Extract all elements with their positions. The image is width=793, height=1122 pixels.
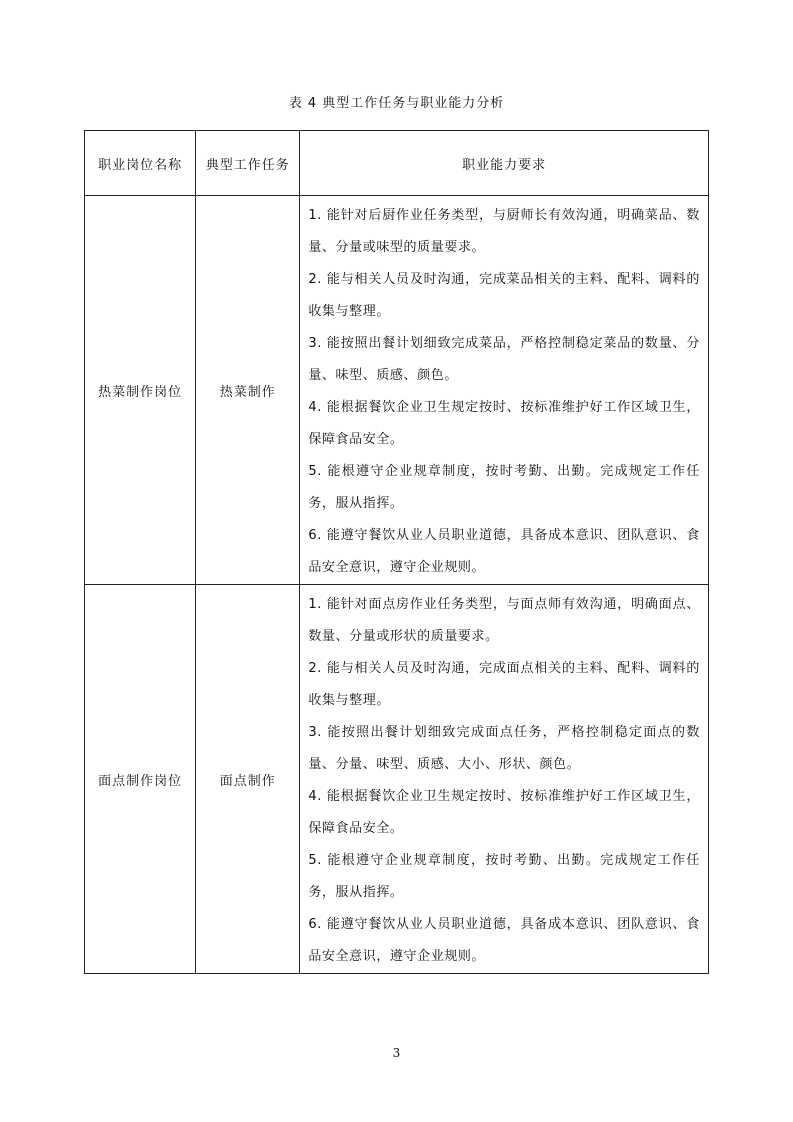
requirement-item: 6. 能遵守餐饮从业人员职业道德，具备成本意识、团队意识、食品安全意识，遵守企业规则。 [308, 528, 700, 575]
position-name-cell: 面点制作岗位 [85, 585, 196, 974]
requirement-item: 1. 能针对面点房作业任务类型，与面点师有效沟通，明确面点、数量、分量或形状的质量要求。 [308, 597, 700, 644]
typical-task-cell: 面点制作 [196, 585, 300, 974]
page-number: 3 [392, 1046, 401, 1060]
position-name-cell: 热菜制作岗位 [85, 196, 196, 585]
requirement-item: 3. 能按照出餐计划细致完成面点任务，严格控制稳定面点的数量、分量、味型、质感、大小、形状、颜色。 [308, 725, 700, 772]
requirement-item: 2. 能与相关人员及时沟通，完成面点相关的主料、配料、调料的收集与整理。 [308, 661, 700, 708]
typical-task-cell: 热菜制作 [196, 196, 300, 585]
header-typical-task: 典型工作任务 [196, 131, 300, 196]
requirement-item: 5. 能根遵守企业规章制度，按时考勤、出勤。完成规定工作任务，服从指挥。 [308, 853, 700, 900]
requirement-item: 1. 能针对后厨作业任务类型，与厨师长有效沟通，明确菜品、数量、分量或味型的质量要求。 [308, 208, 700, 255]
requirement-item: 4. 能根据餐饮企业卫生规定按时、按标准维护好工作区域卫生，保障食品安全。 [308, 789, 700, 836]
requirement-item: 3. 能按照出餐计划细致完成菜品，严格控制稳定菜品的数量、分量、味型、质感、颜色。 [308, 336, 700, 383]
requirements-cell [300, 585, 709, 974]
requirements-cell [300, 196, 709, 585]
table-row [85, 196, 709, 585]
ability-analysis-table [84, 130, 709, 974]
requirement-item: 4. 能根据餐饮企业卫生规定按时、按标准维护好工作区域卫生，保障食品安全。 [308, 400, 700, 447]
header-ability-requirements: 职业能力要求 [300, 131, 709, 196]
requirement-item: 2. 能与相关人员及时沟通，完成菜品相关的主料、配料、调料的收集与整理。 [308, 272, 700, 319]
table-caption: 表 4 典型工作任务与职业能力分析 [288, 96, 505, 111]
header-position-name: 职业岗位名称 [85, 131, 196, 196]
requirement-item: 6. 能遵守餐饮从业人员职业道德，具备成本意识、团队意识、食品安全意识，遵守企业规则。 [308, 917, 700, 964]
table-row [85, 585, 709, 974]
table-header-row [85, 131, 709, 196]
requirement-item: 5. 能根遵守企业规章制度，按时考勤、出勤。完成规定工作任务，服从指挥。 [308, 464, 700, 511]
